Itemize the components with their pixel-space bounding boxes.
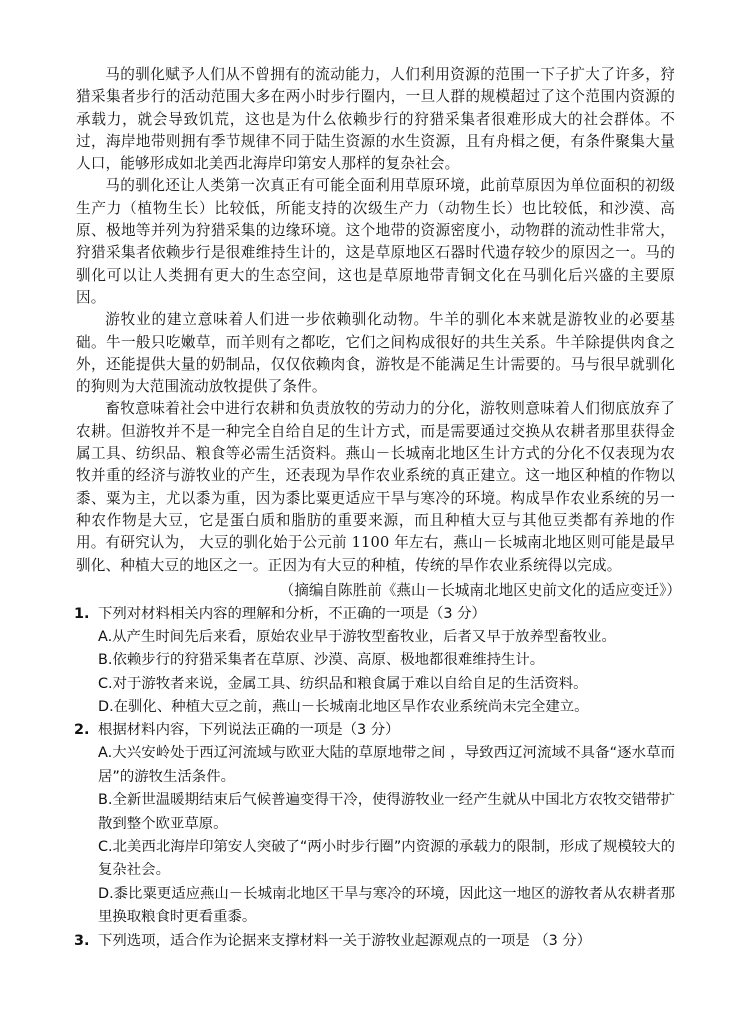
question-text: 根据材料内容，下列说法正确的一项是（3 分） <box>98 722 400 739</box>
option-c[interactable]: C.对于游牧者来说，金属工具、纺织品和粮食属于难以自给自足的生活资料。 <box>98 675 588 692</box>
passage-paragraph-1: 马的驯化赋予人们从不曾拥有的流动能力，人们利用资源的范围一下子扩大了许多，狩猎采集者步行的活动范围大多在两小时步行圈内，一旦人群的规模超过了这个范围内资源的承载力，就会导致饥荒，这也是为什么依赖步行的狩猎采集者很难形成大的社会群体。不过，海岸地带则拥有季节规律不同于陆生资源的水生资源，且有舟楫之便，有条件聚集大量人口，能够形成如北美西北海岸印第安人那样的复杂社会。 <box>76 66 675 173</box>
option-a[interactable]: A.大兴安岭处于西辽河流域与欧亚大陆的草原地带之间 ，导致西辽河流域不具备“逐水草而居”的游牧生活条件。 <box>98 745 675 785</box>
question-number: 3. <box>74 932 90 949</box>
option-d[interactable]: D.黍比粟更适应燕山－长城南北地区干旱与寒冷的环境，因此这一地区的游牧者从农耕者那里换取粮食时更看重黍。 <box>98 885 675 926</box>
question-1 <box>74 603 675 720</box>
passage-paragraph-4: 畜牧意味着社会中进行农耕和负责放牧的劳动力的分化，游牧则意味着人们彻底放弃了农耕。但游牧并不是一种完全自给自足的生计方式，而是需要通过交换从农耕者那里获得金属工具、纺织品、粮食等必需生活资料。燕山－长城南北地区生计方式的分化不仅表现为农牧并重的经济与游牧业的产生，还表现为旱作农业系统的真正建立。这一地区种植的作物以黍、粟为主，尤以黍为重，因为黍比粟更适应干旱与寒冷的环境。构成旱作农业系统的另一种农作物是大豆，它是蛋白质和脂肪的重要来源，而且种植大豆与其他豆类都有养地的作用。有研究认为， 大豆的驯化始于公元前 1100 年左右，燕山－长城南北地区则可能是最早驯化、种植大豆的地区之一。正因为有大豆的种植，传统的旱作农业系统得以完成。 <box>76 400 675 574</box>
question-number: 1. <box>74 605 90 622</box>
passage-source: （摘编自陈胜前《燕山－长城南北地区史前文化的适应变迁》） <box>279 581 681 599</box>
option-b[interactable]: B.依赖步行的狩猎采集者在草原、沙漠、高原、极地都很难维持生计。 <box>98 652 545 669</box>
question-stem <box>74 719 675 742</box>
question-text: 下列选项，适合作为论据来支撑材料一关于游牧业起源观点的一项是 （3 分） <box>98 932 592 949</box>
question-stem <box>74 930 675 953</box>
question-stem <box>74 603 675 626</box>
question-number: 2. <box>74 722 90 739</box>
option-d[interactable]: D.在驯化、种植大豆之前，燕山－长城南北地区旱作农业系统尚未完全建立。 <box>98 699 589 716</box>
question-text: 下列对材料相关内容的理解和分析，不正确的一项是（3 分） <box>98 605 486 622</box>
passage-paragraph-3: 游牧业的建立意味着人们进一步依赖驯化动物。牛羊的驯化本来就是游牧业的必要基础。牛一般只吃嫩草，而羊则有之都吃，它们之间构成很好的共生关系。牛羊除提供肉食之外，还能提供大量的奶制品，仅仅依赖肉食，游牧是不能满足生计需要的。马与很早就驯化的狗则为大范围流动放牧提供了条件。 <box>76 311 675 396</box>
question-3 <box>74 930 675 953</box>
option-c[interactable]: C.北美西北海岸印第安人突破了“两小时步行圈”内资源的承载力的限制，形成了规模较大的复杂社会。 <box>98 839 675 879</box>
option-list <box>74 742 675 929</box>
option-b[interactable]: B.全新世温暖期结束后气候普遍变得干冷，使得游牧业一经产生就从中国北方农牧交错带扩散到整个欧亚草原。 <box>98 792 675 832</box>
question-list <box>74 603 675 953</box>
option-list <box>74 626 675 720</box>
reading-passage <box>76 64 675 577</box>
passage-paragraph-2: 马的驯化还让人类第一次真正有可能全面利用草原环境，此前草原因为单位面积的初级生产力（植物生长）比较低，所能支持的次级生产力（动物生长）也比较低，和沙漠、高原、极地等并列为狩猎采集的边缘环境。这个地带的资源密度小，动物群的流动性非常大，狩猎采集者依赖步行是很难维持生计的，这是草原地区石器时代遗存较少的原因之一。马的驯化可以让人类拥有更大的生态空间，这也是草原地带青铜文化在马驯化后兴盛的主要原因。 <box>76 177 675 306</box>
option-a[interactable]: A.从产生时间先后来看，原始农业早于游牧型畜牧业，后者又早于放养型畜牧业。 <box>98 628 616 645</box>
question-2 <box>74 719 675 929</box>
